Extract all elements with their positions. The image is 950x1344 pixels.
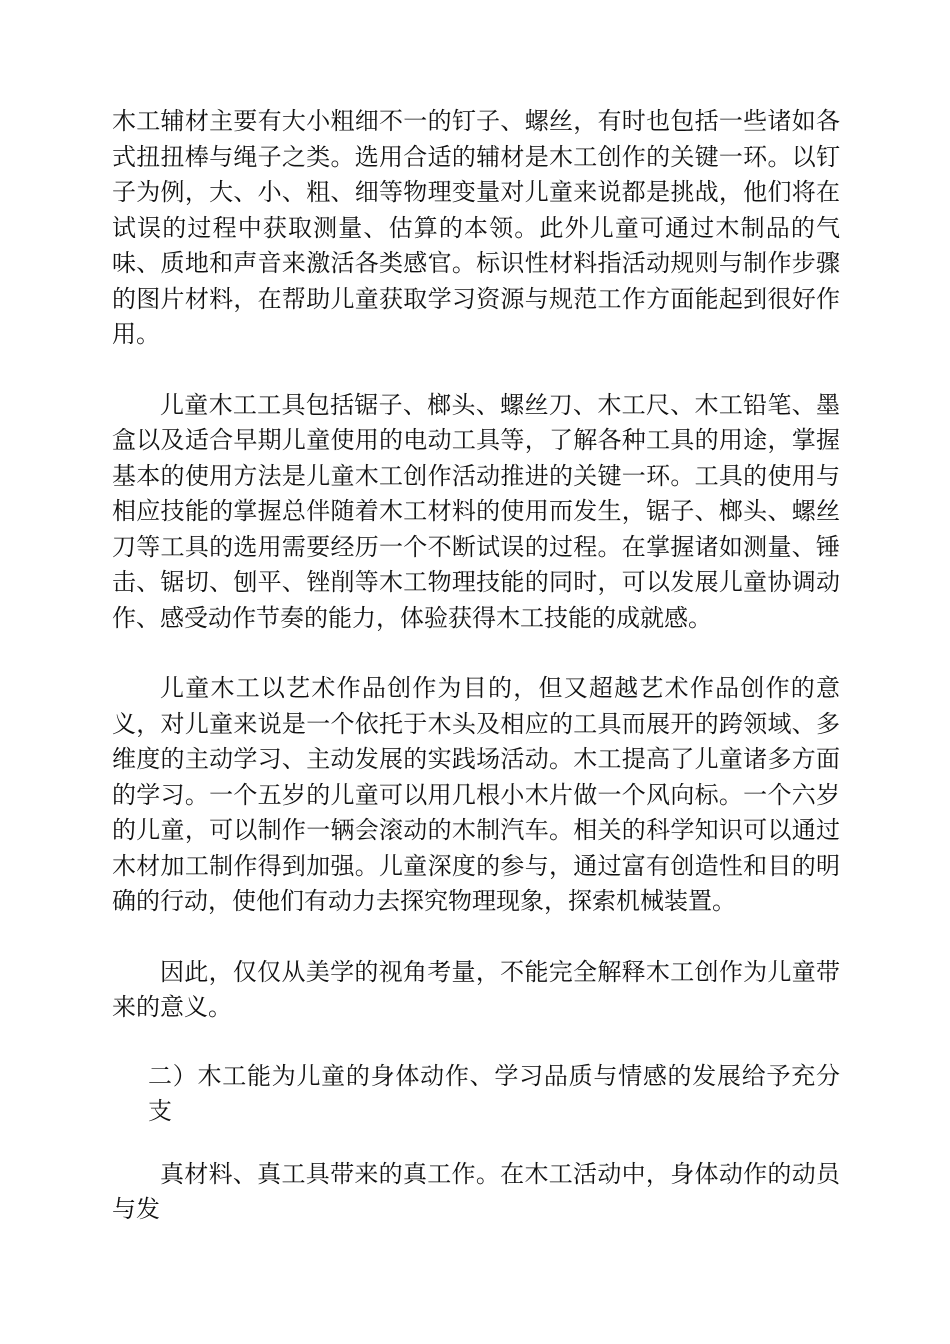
document-page	[112, 104, 840, 1228]
paragraph-real-work: 真材料、真工具带来的真工作。在木工活动中，身体动作的动员与发	[112, 1159, 840, 1223]
paragraph-art-creation: 儿童木工以艺术作品创作为目的，但又超越艺术作品创作的意义，对儿童来说是一个依托于木头及相应的工具而展开的跨领域、多维度的主动学习、主动发展的实践场活动。木工提高了儿童诸多方面的学习。一个五岁的儿童可以用几根小木片做一个风向标。一个六岁的儿童，可以制作一辆会滚动的木制汽车。相关的科学知识可以通过木材加工制作得到加强。儿童深度的参与，通过富有创造性和目的明确的行动，使他们有动力去探究物理现象，探索机械装置。	[112, 674, 840, 915]
paragraph-auxiliary-materials: 木工辅材主要有大小粗细不一的钉子、螺丝，有时也包括一些诸如各式扭扭棒与绳子之类。选用合适的辅材是木工创作的关键一环。以钉子为例，大、小、粗、细等物理变量对儿童来说都是挑战，他们将在试误的过程中获取测量、估算的本领。此外儿童可通过木制品的气味、质地和声音来激活各类感官。标识性材料指活动规则与制作步骤的图片材料，在帮助儿童获取学习资源与规范工作方面能起到很好作用。	[112, 107, 840, 348]
paragraph-conclusion: 因此，仅仅从美学的视角考量，不能完全解释木工创作为儿童带来的意义。	[112, 957, 840, 1021]
paragraph-woodworking-tools: 儿童木工工具包括锯子、榔头、螺丝刀、木工尺、木工铅笔、墨盒以及适合早期儿童使用的电动工具等，了解各种工具的用途，掌握基本的使用方法是儿童木工创作活动推进的关键一环。工具的使用与相应技能的掌握总伴随着木工材料的使用而发生，锯子、榔头、螺丝刀等工具的选用需要经历一个不断试误的过程。在掌握诸如测量、锤击、锯切、刨平、锉削等木工物理技能的同时，可以发展儿童协调动作、感受动作节奏的能力，体验获得木工技能的成就感。	[112, 390, 840, 632]
section-heading: 二）木工能为儿童的身体动作、学习品质与情感的发展给予充分支	[148, 1061, 840, 1125]
